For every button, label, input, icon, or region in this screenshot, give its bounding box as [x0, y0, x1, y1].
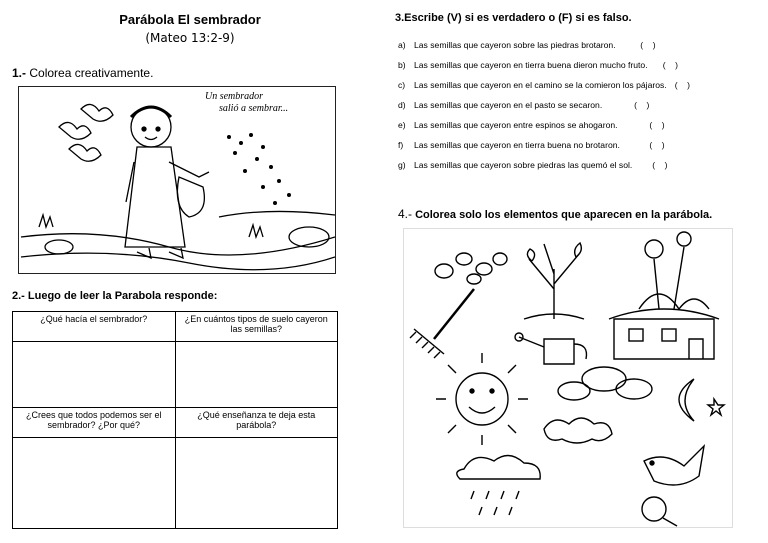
tf-item [398, 60, 690, 80]
question-4: ¿Qué enseñanza te deja esta parábola? [175, 408, 338, 438]
tf-statement: Las semillas que cayeron sobre las piedras brotaron. [414, 40, 616, 50]
tf-letter: b) [398, 60, 406, 70]
page-title: Parábola El sembrador [119, 12, 261, 27]
tf-answer-blank[interactable]: ( ) [640, 160, 668, 170]
tf-answer-blank[interactable]: ( ) [625, 120, 665, 130]
answer-1-cell[interactable] [13, 342, 176, 408]
sower-illustration [18, 86, 336, 274]
tf-item [398, 140, 690, 160]
caption-line2: salió a sembrar... [219, 103, 289, 114]
section3-heading: 3.Escribe (V) si es verdadero o (F) si es falso. [395, 12, 632, 24]
question-2: ¿En cuántos tipos de suelo cayeron las semillas? [175, 312, 338, 342]
tf-letter: g) [398, 160, 406, 170]
tf-answer-blank[interactable]: ( ) [610, 100, 650, 110]
tf-letter: a) [398, 40, 406, 50]
true-false-list [398, 40, 690, 180]
questions-table [12, 311, 338, 529]
tf-answer-blank[interactable]: ( ) [655, 60, 679, 70]
tf-item [398, 160, 690, 180]
tf-letter: e) [398, 120, 406, 130]
section4-heading [398, 207, 712, 221]
tf-letter: d) [398, 100, 406, 110]
tf-letter: f) [398, 140, 404, 150]
section2-heading: 2.- Luego de leer la Parabola responde: [12, 290, 218, 302]
tf-letter: c) [398, 80, 406, 90]
tf-statement: Las semillas que cayeron entre espinos se ahogaron. [414, 120, 618, 130]
caption-line1: Un sembrador [205, 91, 264, 102]
section1-text: Colorea creativamente. [26, 66, 154, 80]
tf-statement: Las semillas que cayeron en tierra buena dieron mucho fruto. [414, 60, 648, 70]
tf-answer-blank[interactable]: ( ) [623, 40, 656, 50]
answer-3-cell[interactable] [13, 438, 176, 529]
tf-statement: Las semillas que cayeron en el pasto se secaron. [414, 100, 603, 110]
parable-elements-illustration [403, 228, 733, 528]
answer-2-cell[interactable] [175, 342, 338, 408]
tf-statement: Las semillas que cayeron en tierra buena no brotaron. [414, 140, 620, 150]
tf-item [398, 100, 690, 120]
question-1: ¿Qué hacía el sembrador? [13, 312, 176, 342]
section1-number: 1.- [12, 66, 27, 80]
tf-answer-blank[interactable]: ( ) [674, 80, 690, 90]
tf-answer-blank[interactable]: ( ) [627, 140, 665, 150]
section1-heading [12, 66, 153, 80]
tf-item [398, 120, 690, 140]
tf-item [398, 40, 690, 60]
section4-text: Colorea solo los elementos que aparecen en la parábola. [412, 209, 713, 221]
page-subtitle: (Mateo 13:2-9) [145, 31, 235, 45]
tf-item [398, 80, 690, 100]
section4-number: 4.- [398, 207, 413, 221]
question-3: ¿Crees que todos podemos ser el sembrador? ¿Por qué? [13, 408, 176, 438]
tf-statement: Las semillas que cayeron sobre piedras las quemó el sol. [414, 160, 633, 170]
answer-4-cell[interactable] [175, 438, 338, 529]
tf-statement: Las semillas que cayeron en el camino se la comieron los pájaros. [414, 80, 667, 90]
